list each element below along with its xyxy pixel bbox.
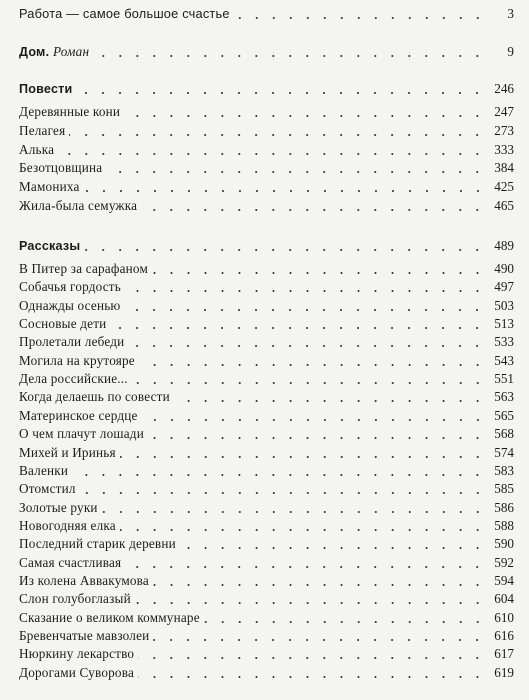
entry-page: 619 bbox=[494, 664, 514, 680]
toc-entry bbox=[19, 140, 514, 158]
dot-leader bbox=[141, 209, 486, 211]
entry-title: Михей и Иринья bbox=[19, 444, 116, 460]
dot-leader bbox=[125, 566, 486, 568]
dot-leader bbox=[102, 511, 486, 513]
entry-page: 465 bbox=[494, 198, 514, 213]
entry-title: Золотые руки bbox=[19, 499, 98, 515]
toc-entry bbox=[19, 296, 514, 314]
toc-entry bbox=[19, 406, 514, 424]
entry-title: Материнское сердце bbox=[19, 407, 138, 423]
toc-entry bbox=[19, 461, 514, 479]
dot-leader bbox=[110, 327, 486, 329]
entry-page: 497 bbox=[494, 279, 514, 295]
entry-page: 568 bbox=[494, 426, 514, 442]
entry-page: 563 bbox=[494, 389, 514, 405]
entry-page: 610 bbox=[494, 609, 514, 625]
entry-title: Самая счастливая bbox=[19, 554, 122, 570]
dot-leader bbox=[152, 272, 486, 274]
entry-page: 588 bbox=[494, 517, 514, 533]
entry-title: Сказание о великом коммунаре bbox=[19, 609, 200, 625]
section-subtitle: Роман bbox=[52, 44, 90, 59]
dot-leader bbox=[69, 134, 486, 136]
entry-page: 590 bbox=[494, 536, 514, 552]
toc-entry bbox=[19, 443, 514, 461]
dot-leader bbox=[135, 602, 486, 604]
toc-entry bbox=[19, 332, 514, 350]
toc-entry bbox=[19, 626, 514, 644]
dot-leader bbox=[138, 676, 486, 678]
entry-title: Мамониха bbox=[19, 179, 80, 195]
entry-page: 574 bbox=[494, 444, 514, 460]
dot-leader bbox=[120, 456, 486, 458]
entry-title: Бревенчатые мавзолеи bbox=[19, 628, 150, 643]
dot-leader bbox=[84, 190, 486, 192]
entry-title: Валенки bbox=[19, 462, 69, 478]
entry-title: Пролетали лебеди bbox=[19, 334, 125, 350]
section-title-text: Дом. bbox=[19, 45, 50, 59]
toc-entry bbox=[19, 196, 514, 214]
dot-leader bbox=[174, 400, 486, 402]
toc-entry bbox=[19, 571, 514, 589]
entry-page: 585 bbox=[494, 481, 514, 497]
dot-leader bbox=[128, 345, 486, 347]
toc-entry bbox=[19, 158, 514, 176]
entry-title: В Питер за сарафаном bbox=[19, 261, 148, 276]
entry-page: 513 bbox=[494, 316, 514, 332]
entry-title: О чем плачут лошади bbox=[19, 426, 144, 442]
section-title: Повести bbox=[19, 82, 73, 96]
entry-page: 543 bbox=[494, 352, 514, 368]
entry-title: Собачья гордость bbox=[19, 279, 121, 295]
dot-leader bbox=[72, 474, 486, 476]
dot-leader bbox=[76, 92, 486, 94]
toc-entry bbox=[19, 479, 514, 497]
toc-entry bbox=[19, 663, 514, 681]
toc-entry bbox=[19, 534, 514, 552]
entry-page: 333 bbox=[494, 141, 514, 157]
dot-leader bbox=[80, 492, 486, 494]
entry-page: 384 bbox=[494, 160, 514, 176]
toc-entry bbox=[19, 259, 514, 277]
entry-title: Алька bbox=[19, 141, 55, 157]
entry-title: Деревянные кони bbox=[19, 104, 121, 119]
toc-entry bbox=[19, 351, 514, 369]
entry-page: 533 bbox=[494, 334, 514, 350]
toc-entry bbox=[19, 516, 514, 534]
dot-leader bbox=[125, 290, 486, 292]
entry-title: Отомстил bbox=[19, 481, 76, 497]
entry-page: 594 bbox=[494, 572, 514, 588]
entry-title: Могила на крутояре bbox=[19, 352, 135, 368]
section-title bbox=[19, 44, 89, 60]
entry-title: Жила-была семужка bbox=[19, 198, 138, 213]
toc-entry bbox=[19, 644, 514, 662]
entry-page: 586 bbox=[494, 499, 514, 515]
entry-page: 490 bbox=[494, 261, 514, 276]
toc-entry bbox=[19, 102, 514, 120]
entry-title: Из колена Аввакумова bbox=[19, 572, 149, 588]
dot-leader bbox=[124, 115, 486, 117]
entry-title: Нюркину лекарство bbox=[19, 646, 135, 662]
dot-leader bbox=[153, 584, 486, 586]
entry-title: Когда делаешь по совести bbox=[19, 389, 170, 405]
dot-leader bbox=[153, 639, 486, 641]
entry-page: 273 bbox=[494, 122, 514, 138]
entry-title: Однажды осенью bbox=[19, 297, 121, 313]
dot-leader bbox=[93, 55, 486, 57]
entry-title: Дела российские... bbox=[19, 371, 128, 387]
dot-leader bbox=[180, 547, 486, 549]
toc-entry bbox=[19, 424, 514, 442]
section-page: 489 bbox=[494, 238, 514, 253]
toc-entry-intro bbox=[19, 4, 514, 22]
entry-title: Сосновые дети bbox=[19, 316, 107, 332]
section-title: Рассказы bbox=[19, 239, 81, 253]
dot-leader bbox=[148, 437, 486, 439]
dot-leader bbox=[84, 249, 486, 251]
dot-leader bbox=[132, 382, 486, 384]
toc-entry bbox=[19, 121, 514, 139]
dot-leader bbox=[124, 309, 486, 311]
entry-title: Последний старик деревни bbox=[19, 536, 176, 552]
entry-title: Работа — самое большое счастье bbox=[19, 6, 230, 21]
section-page: 9 bbox=[507, 44, 514, 59]
toc-entry bbox=[19, 277, 514, 295]
entry-page: 583 bbox=[494, 462, 514, 478]
toc-section-dom bbox=[19, 42, 514, 60]
entry-title: Дорогами Суворова bbox=[19, 664, 135, 680]
entry-title: Слон голубоглазый bbox=[19, 591, 131, 607]
entry-page: 592 bbox=[494, 554, 514, 570]
entry-page: 551 bbox=[494, 371, 514, 387]
entry-title: Пелагея bbox=[19, 122, 66, 138]
toc-entry bbox=[19, 387, 514, 405]
entry-title: Безотцовщина bbox=[19, 160, 103, 176]
dot-leader bbox=[138, 657, 486, 659]
entry-page: 425 bbox=[494, 179, 514, 195]
toc-entry bbox=[19, 369, 514, 387]
dot-leader bbox=[142, 419, 486, 421]
entry-page: 247 bbox=[494, 104, 514, 119]
entry-page: 604 bbox=[494, 591, 514, 607]
entry-title: Новогодняя елка bbox=[19, 517, 116, 533]
entry-page: 503 bbox=[494, 297, 514, 313]
toc-entry bbox=[19, 177, 514, 195]
dot-leader bbox=[204, 621, 486, 623]
entry-page: 617 bbox=[494, 646, 514, 662]
dot-leader bbox=[58, 153, 486, 155]
dot-leader bbox=[139, 364, 486, 366]
entry-page: 565 bbox=[494, 407, 514, 423]
entry-page: 616 bbox=[494, 628, 514, 643]
dot-leader bbox=[120, 529, 486, 531]
dot-leader bbox=[234, 17, 486, 19]
toc-section-povesti bbox=[19, 79, 514, 97]
toc-entry bbox=[19, 314, 514, 332]
section-page: 246 bbox=[494, 81, 514, 96]
toc-entry bbox=[19, 553, 514, 571]
toc-entry bbox=[19, 498, 514, 516]
toc-entry bbox=[19, 589, 514, 607]
entry-page: 3 bbox=[507, 6, 514, 21]
dot-leader bbox=[106, 171, 486, 173]
toc-section-rasskazy bbox=[19, 236, 514, 254]
toc-entry bbox=[19, 608, 514, 626]
